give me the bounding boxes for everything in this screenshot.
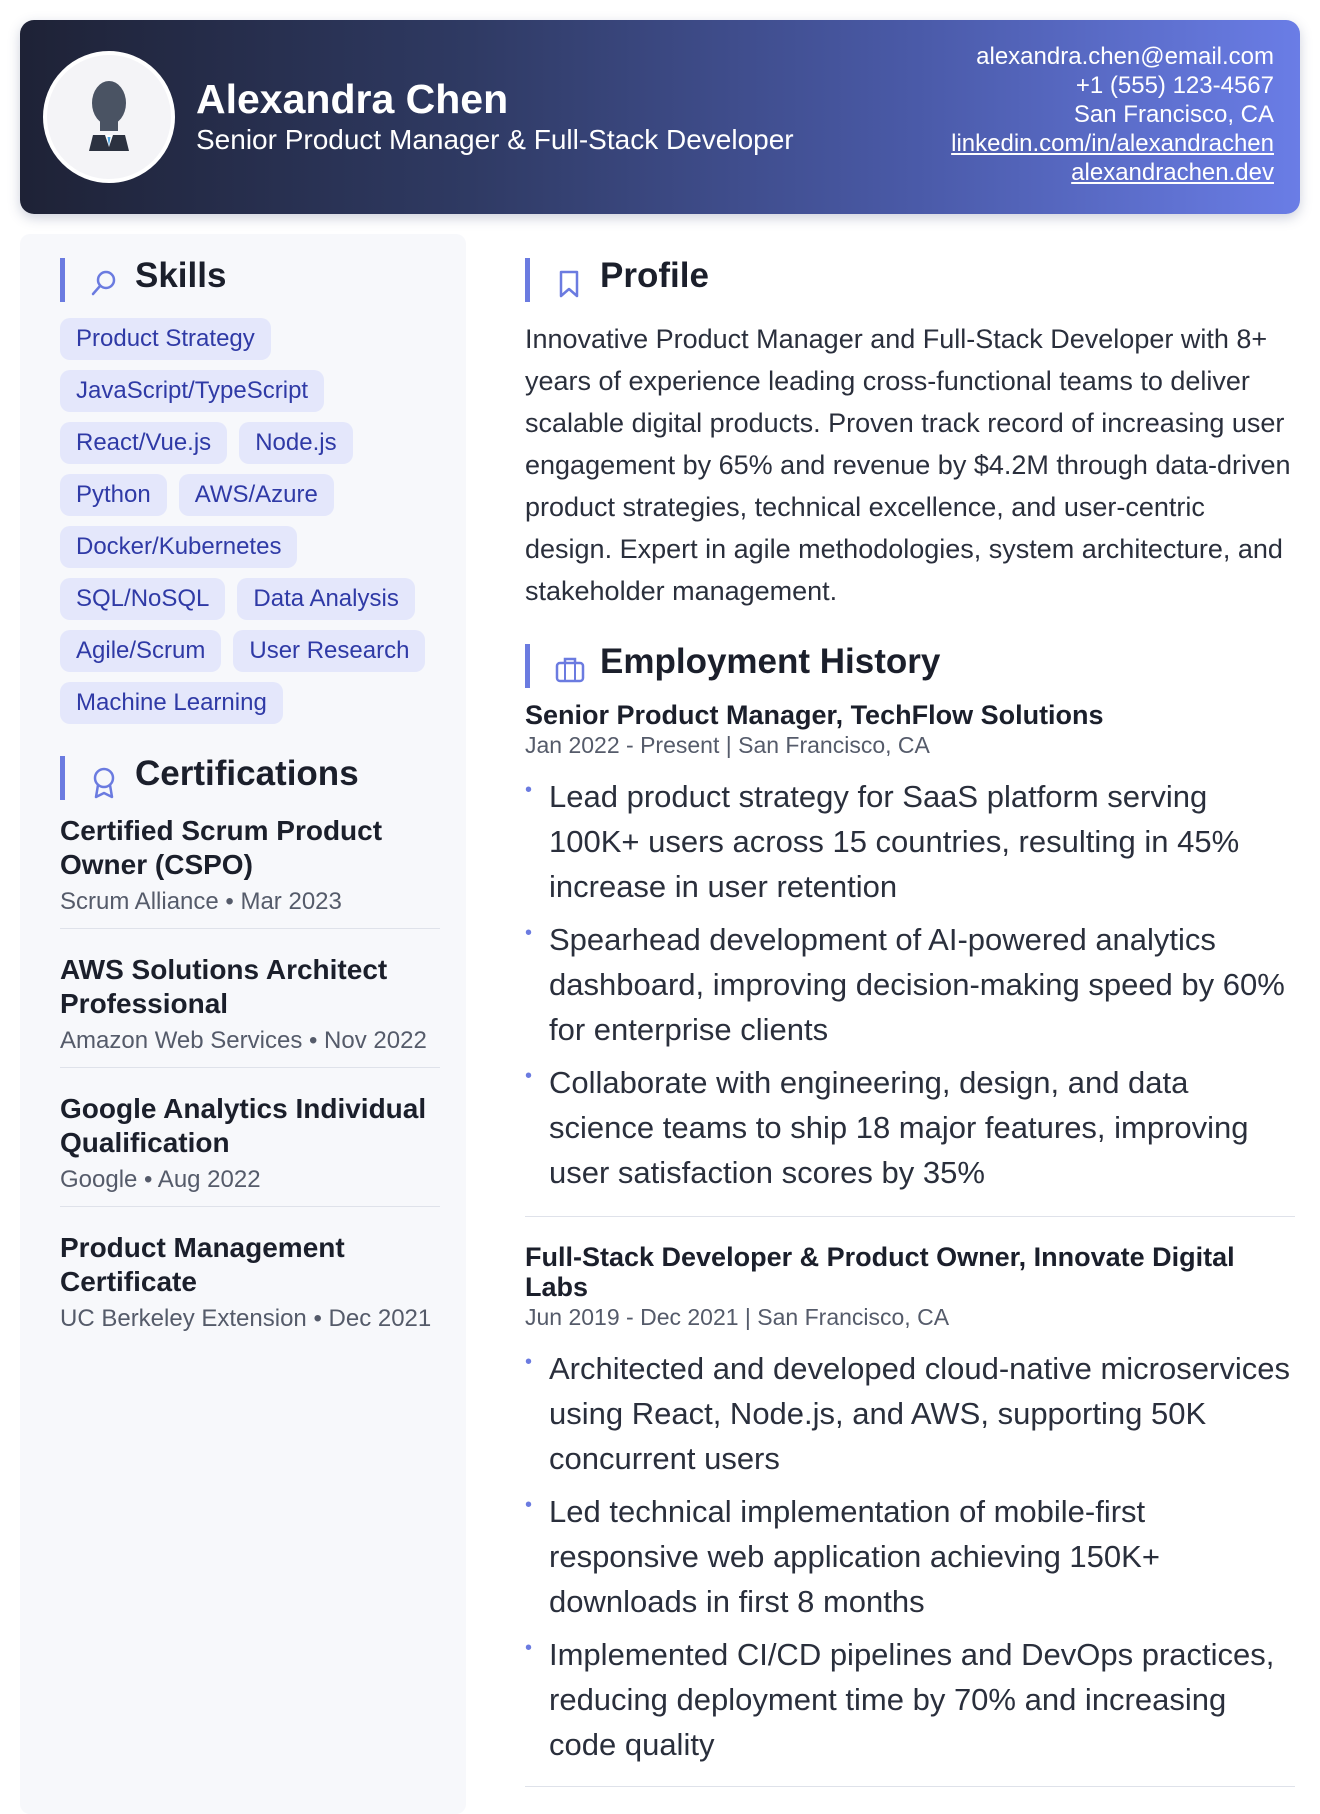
job-bullet: • Collaborate with engineering, design, and data science teams to ship 18 major features, improving user satisfaction scores by 35% [525,1060,1295,1195]
job-title: Full-Stack Developer & Product Owner, Innovate Digital Labs [525,1242,1235,1302]
skill-chip: Machine Learning [60,682,283,724]
certification-meta: Google • Aug 2022 [60,1166,261,1193]
search-icon [89,268,119,298]
contact-location: San Francisco, CA [1073,101,1274,128]
certification-title: Google Analytics Individual Qualification [60,1093,427,1158]
briefcase-icon [554,654,586,684]
certification-item [60,1092,440,1194]
skill-chip: JavaScript/TypeScript [60,370,324,412]
divider [60,1206,440,1207]
divider [525,1216,1295,1217]
candidate-tagline: Senior Product Manager & Full-Stack Developer [196,124,794,155]
profile-section-header [525,258,925,302]
linkedin-link[interactable]: linkedin.com/in/alexandrachen [951,130,1274,157]
certification-title: Product Management Certificate [60,1232,345,1297]
job-bullet: • Implemented CI/CD pipelines and DevOps practices, reducing deployment time by 70% and increasing code quality [525,1632,1295,1767]
skill-chip: AWS/Azure [179,474,334,516]
skill-chip: React/Vue.js [60,422,227,464]
candidate-name: Alexandra Chen [196,76,509,122]
website-link[interactable]: alexandrachen.dev [1071,159,1274,186]
certification-meta: Scrum Alliance • Mar 2023 [60,888,342,915]
employment-section-header [525,644,1025,688]
divider [60,1067,440,1068]
divider [525,1786,1295,1787]
skill-chip: Product Strategy [60,318,271,360]
job-bullet: • Led technical implementation of mobile-first responsive web application achieving 150K+ downloads in first 8 months [525,1489,1295,1624]
certification-item [60,814,440,916]
job-bullets [525,1346,1295,1775]
job-bullets [525,774,1295,1203]
certification-item [60,1231,440,1333]
skill-chip: SQL/NoSQL [60,578,225,620]
certification-item [60,953,440,1055]
avatar [43,51,175,183]
sidebar [20,234,466,1814]
skill-chip: User Research [233,630,425,672]
skills-section-header [60,256,227,302]
skill-chip: Node.js [239,422,352,464]
skills-title: Skills [135,256,227,295]
job-bullet: • Architected and developed cloud-native microservices using React, Node.js, and AWS, supporting 50K concurrent users [525,1346,1295,1481]
divider [60,928,440,929]
certification-meta: Amazon Web Services • Nov 2022 [60,1027,427,1054]
skill-chip: Data Analysis [237,578,414,620]
award-icon [89,766,119,800]
certification-title: Certified Scrum Product Owner (CSPO) [60,815,383,880]
job-bullet: • Spearhead development of AI-powered analytics dashboard, improving decision-making speed by 60% for enterprise clients [525,917,1295,1052]
job-meta: Jun 2019 - Dec 2021 | San Francisco, CA [525,1304,950,1330]
skill-chip: Docker/Kubernetes [60,526,297,568]
bookmark-icon [554,268,584,300]
person-icon [47,55,171,179]
certification-title: AWS Solutions Architect Professional [60,954,388,1019]
contact-phone: +1 (555) 123-4567 [1075,72,1274,99]
employment-title: Employment History [600,642,941,681]
certifications-title: Certifications [135,754,359,793]
profile-summary: Innovative Product Manager and Full-Stack Developer with 8+ years of experience leading cross-functional teams to deliver scalable digital products. Proven track record of increasing user engagement by 65% and revenue by $4.2M through data-driven product strategies, technical excellence, and user-centric design. Expert in agile methodologies, system architecture, and stakeholder management. [525,324,1291,606]
skills-list [60,318,430,724]
skill-chip: Python [60,474,167,516]
job-meta: Jan 2022 - Present | San Francisco, CA [525,732,930,758]
job-bullet: • Lead product strategy for SaaS platform serving 100K+ users across 15 countries, resulting in 45% increase in user retention [525,774,1295,909]
profile-title: Profile [600,256,709,295]
resume-header [20,20,1300,214]
contact-email[interactable]: alexandra.chen@email.com [976,43,1274,70]
skill-chip: Agile/Scrum [60,630,221,672]
contact-info [951,42,1274,187]
job-title: Senior Product Manager, TechFlow Solutions [525,700,1104,730]
certification-meta: UC Berkeley Extension • Dec 2021 [60,1305,432,1332]
certifications-section-header [60,754,359,800]
